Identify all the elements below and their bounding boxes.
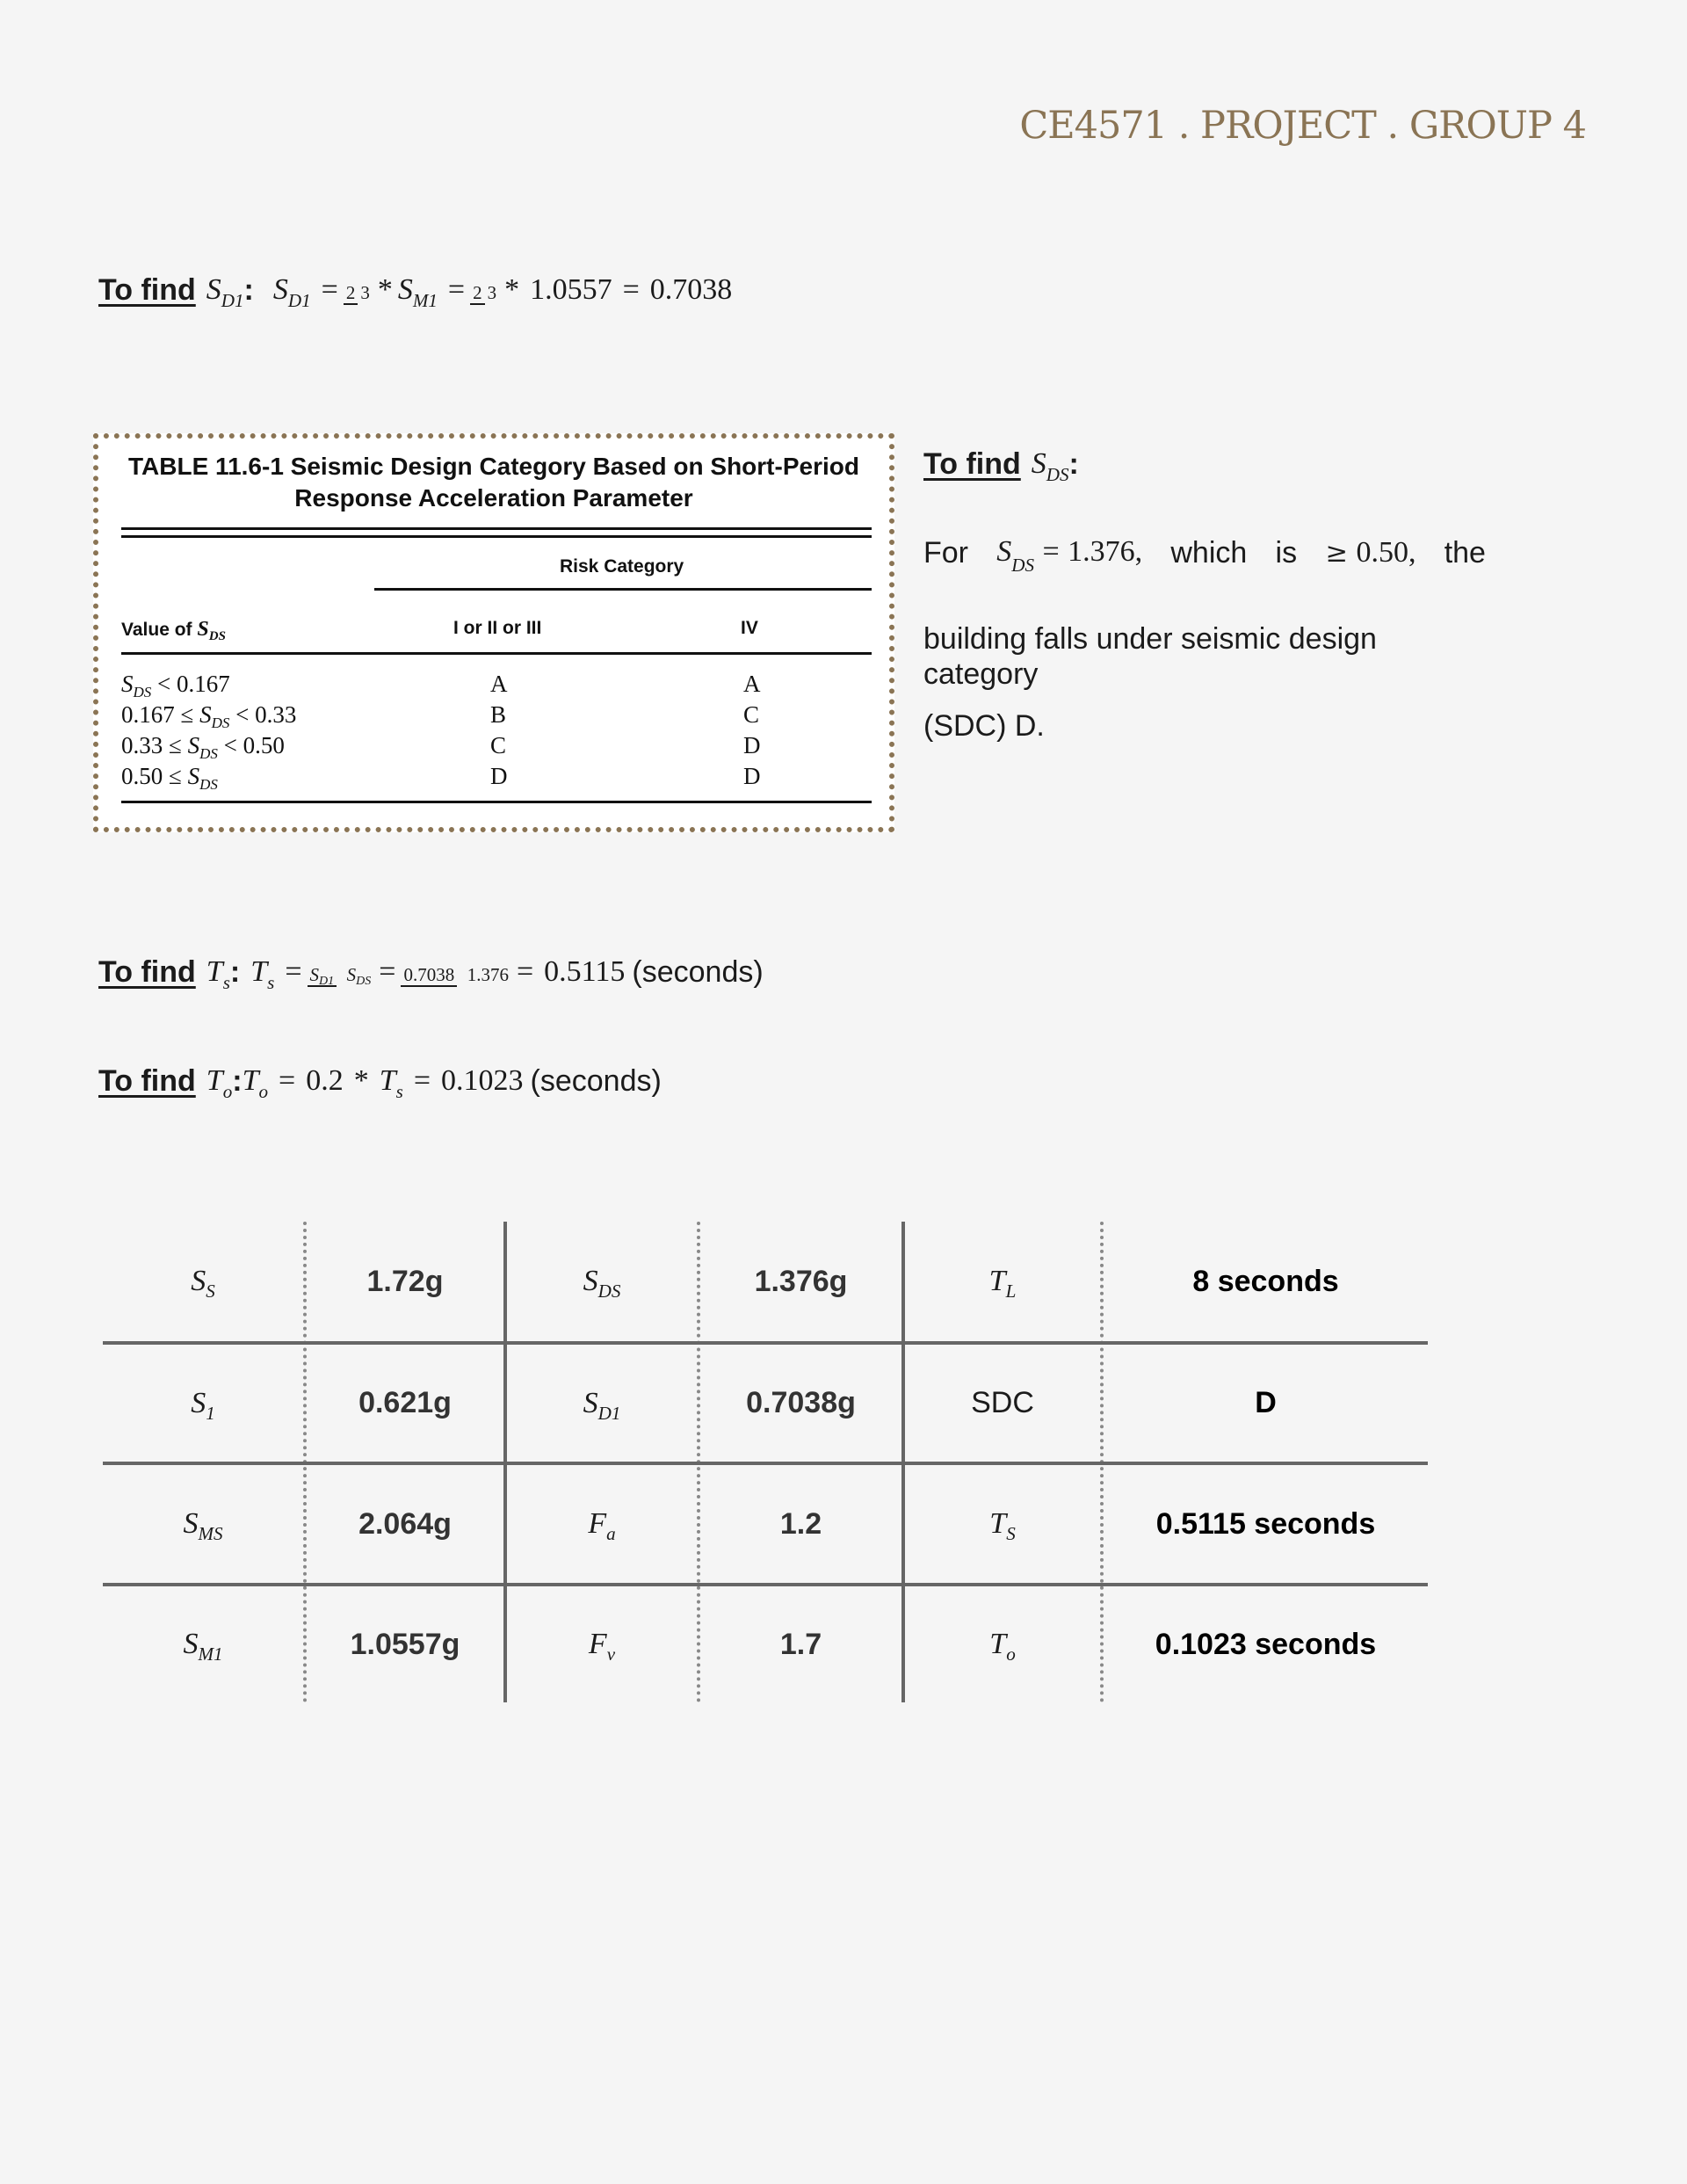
sds-note-line-2: building falls under seismic design category [923,622,1377,691]
sds-note-line-1: For $S_{DS} = 1.376$, which is ≥ 0.50, the [923,535,1486,576]
asce-row-4-c1: D [490,763,508,789]
risk-col-2-header: IV [741,618,758,638]
table-row: S S [191,1265,215,1302]
table-cell: T o [989,1628,1016,1665]
table-cell: T S [989,1507,1016,1545]
sm-symbol: S [397,273,413,306]
asce-row-1: $S_{DS} < 0.167$ [121,671,230,700]
var-subscript: D1 [221,289,244,311]
table-cell: 1.376g [754,1264,848,1298]
asce-row-4-c2: D [743,763,761,789]
table-cell: F a [588,1507,616,1545]
sm-subscript: M1 [412,289,438,311]
table-cell: SDC [971,1386,1034,1419]
ts-result: 0.5115 [544,955,626,988]
asce-row-3-c2: D [743,732,761,758]
to-find-label: To find [98,273,196,307]
fraction-sd1-over-sds: SD1 SDS [308,954,374,990]
asce-row-2: $0.167 \le S_{DS} < 0.33$ [121,701,297,731]
equation-sd1: To find S D1 : S D1 = 2 3 * S M1 = 2 3 * 1.0557 = 0.7038 [98,272,732,308]
table-cell: D [1255,1386,1277,1419]
table-row: S 1 [191,1386,215,1424]
table-row: S MS [183,1507,223,1545]
table-cell: 0.5115 seconds [1155,1506,1376,1541]
sds-note-heading: To find S DS : [923,447,1079,485]
asce-row-3-c1: C [490,732,507,758]
asce-row-2-c1: B [490,701,507,728]
equation-ts: To find T s : T s = SD1 SDS = 0.7038 1.376 = 0.5115 (seconds) [98,955,764,993]
sds-note-line-3: (SDC) D. [923,709,1045,743]
sm1-value: 1.0557 [530,273,612,306]
table-cell: 1.7 [779,1627,822,1661]
table-cell: 1.0557g [350,1627,460,1661]
equation-to: To find T o : T o = 0.2 * T s = 0.1023 (seconds) [98,1064,662,1102]
table-cell: T L [988,1265,1017,1302]
asce-row-4: $0.50 \le S_{DS}$ [121,763,218,793]
to-find-label: To find [923,447,1021,481]
value-of-sds-header: Value of $S_{DS}$ [121,618,226,643]
fraction-values: 0.7038 1.376 [401,954,511,990]
table-row: S M1 [183,1628,223,1665]
lhs-subscript: D1 [287,289,311,311]
table-cell: 1.2 [779,1506,822,1541]
table-cell: 1.72g [366,1264,444,1298]
seismic-summary-table [103,1222,1428,1702]
asce-table-title: TABLE 11.6-1 Seismic Design Category Based on Short-Period Response Acceleration Parameter [128,453,859,512]
asce-row-3: $0.33 \le S_{DS} < 0.50$ [121,732,285,762]
asce-row-2-c2: C [743,701,760,728]
table-cell: F v [588,1628,616,1665]
asce-table-11-6-1-image [93,433,894,832]
asce-row-1-c1: A [490,671,508,697]
sd1-result: 0.7038 [649,273,733,306]
asce-row-1-c2: A [743,671,761,697]
fraction-two-thirds-2: 2 3 [470,272,499,308]
table-cell: 0.1023 seconds [1155,1627,1377,1661]
table-cell: 0.7038g [746,1386,856,1419]
var-symbol: S [206,273,221,306]
table-cell: S DS [583,1265,621,1302]
risk-col-1-header: I or II or III [453,618,542,638]
fraction-two-thirds: 2 3 [344,272,373,308]
risk-category-header: Risk Category [560,556,684,577]
table-cell: 0.621g [358,1386,452,1419]
table-cell: S D1 [583,1386,621,1424]
table-cell: 8 seconds [1192,1264,1339,1298]
document-header-title: CE4571 . PROJECT . GROUP 4 [1019,104,1586,148]
table-cell: 2.064g [358,1506,452,1541]
lhs-symbol: S [272,273,288,306]
to-result: 0.1023 [441,1064,524,1097]
